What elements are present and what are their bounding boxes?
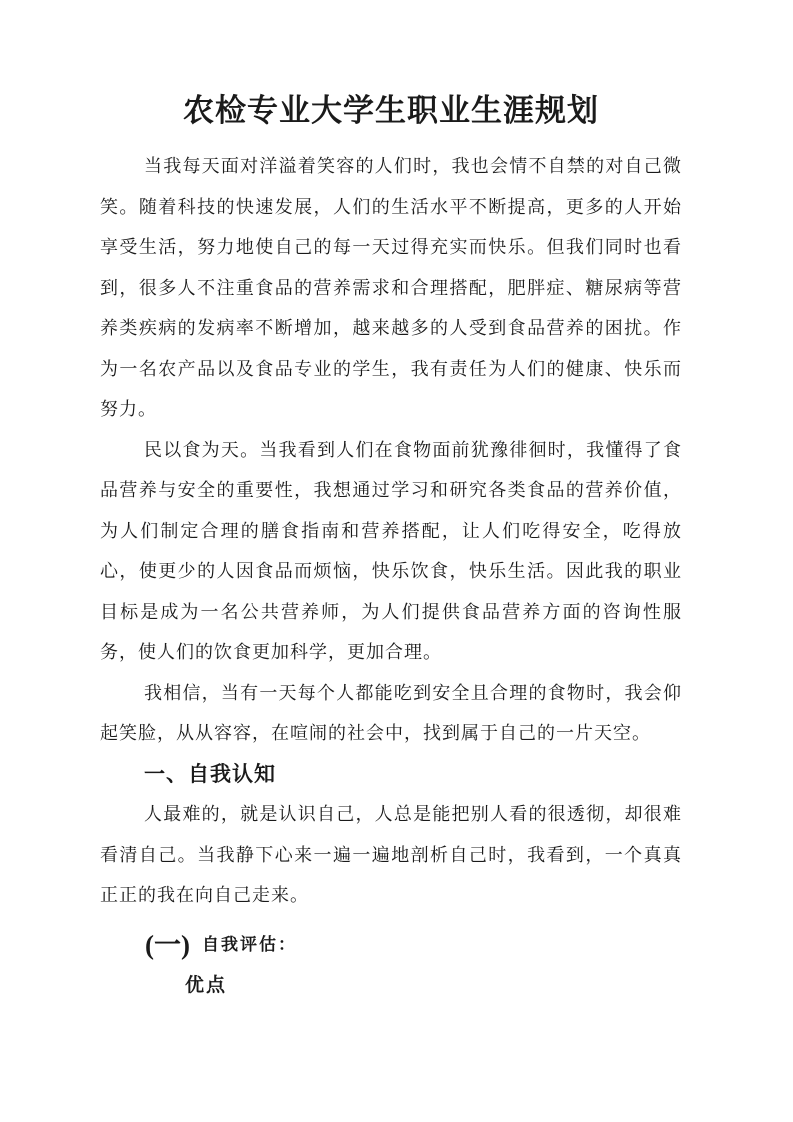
- intro-paragraph-1: 当我每天面对洋溢着笑容的人们时，我也会情不自禁的对自己微笑。随着科技的快速发展，人们的生活水平不断提高，更多的人开始享受生活，努力地使自己的每一天过得充实而快乐。但我们同时也看到，很多人不注重食品的营养需求和合理搭配，肥胖症、糖尿病等营养类疾病的发病率不断增加，越来越多的人受到食品营养的困扰。作为一名农产品以及食品专业的学生，我有责任为人们的健康、快乐而努力。: [100, 156, 682, 419]
- intro-paragraph-3: 我相信，当有一天每个人都能吃到安全且合理的食物时，我会仰起笑脸，从从容容，在喧闹的社会中，找到属于自己的一片天空。: [100, 682, 682, 743]
- subsection-marker: (一): [145, 929, 190, 960]
- document-title: 农检专业大学生职业生涯规划: [183, 93, 599, 128]
- section-heading-self-awareness: 一、自我认知: [144, 761, 276, 786]
- intro-paragraph-2: 民以食为天。当我看到人们在食物面前犹豫徘徊时，我懂得了食品营养与安全的重要性，我想通过学习和研究各类食品的营养价值，为人们制定合理的膳食指南和营养搭配，让人们吃得安全，吃得放心，使更少的人因食品而烦恼，快乐饮食，快乐生活。因此我的职业目标是成为一名公共营养师，为人们提供食品营养方面的咨询性服务，使人们的饮食更加科学，更加合理。: [100, 439, 682, 662]
- subsection-subheading-strengths: 优点: [185, 975, 228, 997]
- section1-paragraph: 人最难的，就是认识自己，人总是能把别人看的很透彻，却很难看清自己。当我静下心来一遍一遍地剖析自己时，我看到，一个真真正正的我在向自己走来。: [100, 804, 682, 905]
- subsection-heading-row: [100, 924, 682, 966]
- subsection-title-self-evaluation: 自我评估：: [201, 935, 297, 955]
